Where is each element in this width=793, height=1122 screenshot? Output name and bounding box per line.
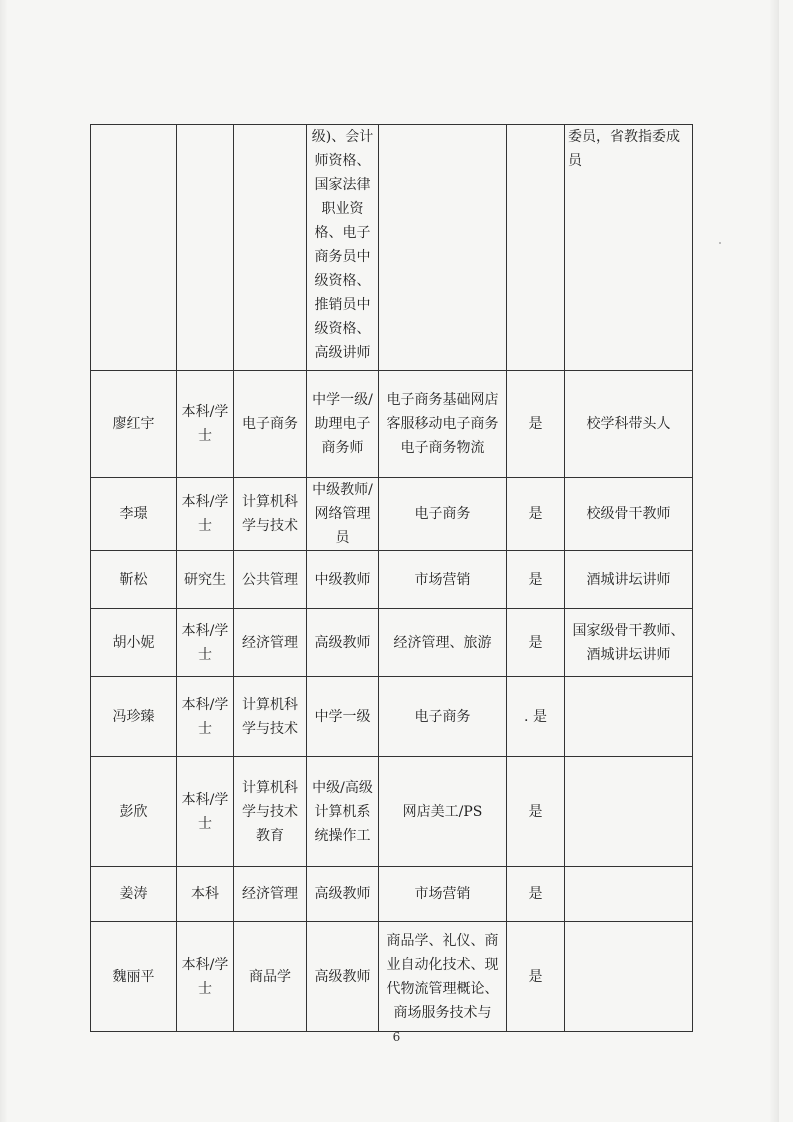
cell-honor: 校级骨干教师 <box>565 478 693 551</box>
cell-name <box>91 125 177 371</box>
cell-flag: . 是 <box>507 677 565 757</box>
cell-title: 中级/高级计算机系统操作工 <box>307 757 379 867</box>
cell-name: 姜涛 <box>91 867 177 922</box>
table-row <box>91 478 693 551</box>
table-row <box>91 677 693 757</box>
cell-courses: 电子商务 <box>379 478 507 551</box>
cell-education: 本科/学士 <box>177 478 234 551</box>
table-row <box>91 922 693 1032</box>
cell-courses: 市场营销 <box>379 867 507 922</box>
cell-courses: 网店美工/PS <box>379 757 507 867</box>
table-row <box>91 867 693 922</box>
cell-honor <box>565 757 693 867</box>
cell-courses: 商品学、礼仪、商业自动化技术、现代物流管理概论、商场服务技术与 <box>379 922 507 1032</box>
staff-table <box>90 124 693 1032</box>
cell-courses: 电子商务 <box>379 677 507 757</box>
cell-honor <box>565 677 693 757</box>
cell-major: 计算机科学与技术 <box>234 677 307 757</box>
table-row <box>91 125 693 371</box>
cell-education: 本科/学士 <box>177 677 234 757</box>
cell-name: 靳松 <box>91 551 177 609</box>
cell-title: 中级教师/网络管理员 <box>307 478 379 551</box>
cell-name: 胡小妮 <box>91 609 177 677</box>
cell-honor <box>565 867 693 922</box>
scan-speck <box>719 242 721 244</box>
cell-major: 公共管理 <box>234 551 307 609</box>
cell-title: 中学一级 <box>307 677 379 757</box>
cell-major: 计算机科学与技术教育 <box>234 757 307 867</box>
cell-courses: 电子商务基础网店客服移动电子商务电子商务物流 <box>379 371 507 478</box>
cell-major: 商品学 <box>234 922 307 1032</box>
cell-honor: 酒城讲坛讲师 <box>565 551 693 609</box>
cell-education: 本科 <box>177 867 234 922</box>
cell-education: 本科/学士 <box>177 609 234 677</box>
cell-flag <box>507 125 565 371</box>
cell-courses: 经济管理、旅游 <box>379 609 507 677</box>
cell-courses: 市场营销 <box>379 551 507 609</box>
cell-title: 高级教师 <box>307 922 379 1032</box>
cell-honor: 国家级骨干教师、酒城讲坛讲师 <box>565 609 693 677</box>
cell-flag: 是 <box>507 867 565 922</box>
cell-honor: 委员，省教指委成员 <box>565 125 693 371</box>
cell-name: 彭欣 <box>91 757 177 867</box>
scan-edge-right <box>769 0 779 1122</box>
cell-major <box>234 125 307 371</box>
cell-courses <box>379 125 507 371</box>
cell-major: 计算机科学与技术 <box>234 478 307 551</box>
cell-education: 本科/学士 <box>177 757 234 867</box>
cell-honor: 校学科带头人 <box>565 371 693 478</box>
page-number: 6 <box>392 1030 401 1044</box>
cell-flag: 是 <box>507 551 565 609</box>
scan-edge-left <box>0 0 8 1122</box>
cell-education: 本科/学士 <box>177 371 234 478</box>
cell-name: 李璟 <box>91 478 177 551</box>
cell-education: 本科/学士 <box>177 922 234 1032</box>
table-row <box>91 609 693 677</box>
cell-title: 高级教师 <box>307 867 379 922</box>
table-row <box>91 551 693 609</box>
table-row <box>91 371 693 478</box>
cell-major: 经济管理 <box>234 867 307 922</box>
cell-name: 魏丽平 <box>91 922 177 1032</box>
table-row <box>91 757 693 867</box>
cell-flag: 是 <box>507 609 565 677</box>
cell-title: 中级教师 <box>307 551 379 609</box>
cell-flag: 是 <box>507 478 565 551</box>
cell-major: 电子商务 <box>234 371 307 478</box>
cell-honor <box>565 922 693 1032</box>
cell-major: 经济管理 <box>234 609 307 677</box>
cell-flag: 是 <box>507 371 565 478</box>
cell-title: 级)、会计师资格、国家法律职业资格、电子商务员中级资格、推销员中 级资格、高级讲师 <box>307 125 379 371</box>
cell-name: 冯珍臻 <box>91 677 177 757</box>
cell-education: 研究生 <box>177 551 234 609</box>
cell-title: 中学一级/助理电子商务师 <box>307 371 379 478</box>
cell-flag: 是 <box>507 757 565 867</box>
cell-title: 高级教师 <box>307 609 379 677</box>
cell-education <box>177 125 234 371</box>
cell-flag: 是 <box>507 922 565 1032</box>
cell-name: 廖红宇 <box>91 371 177 478</box>
